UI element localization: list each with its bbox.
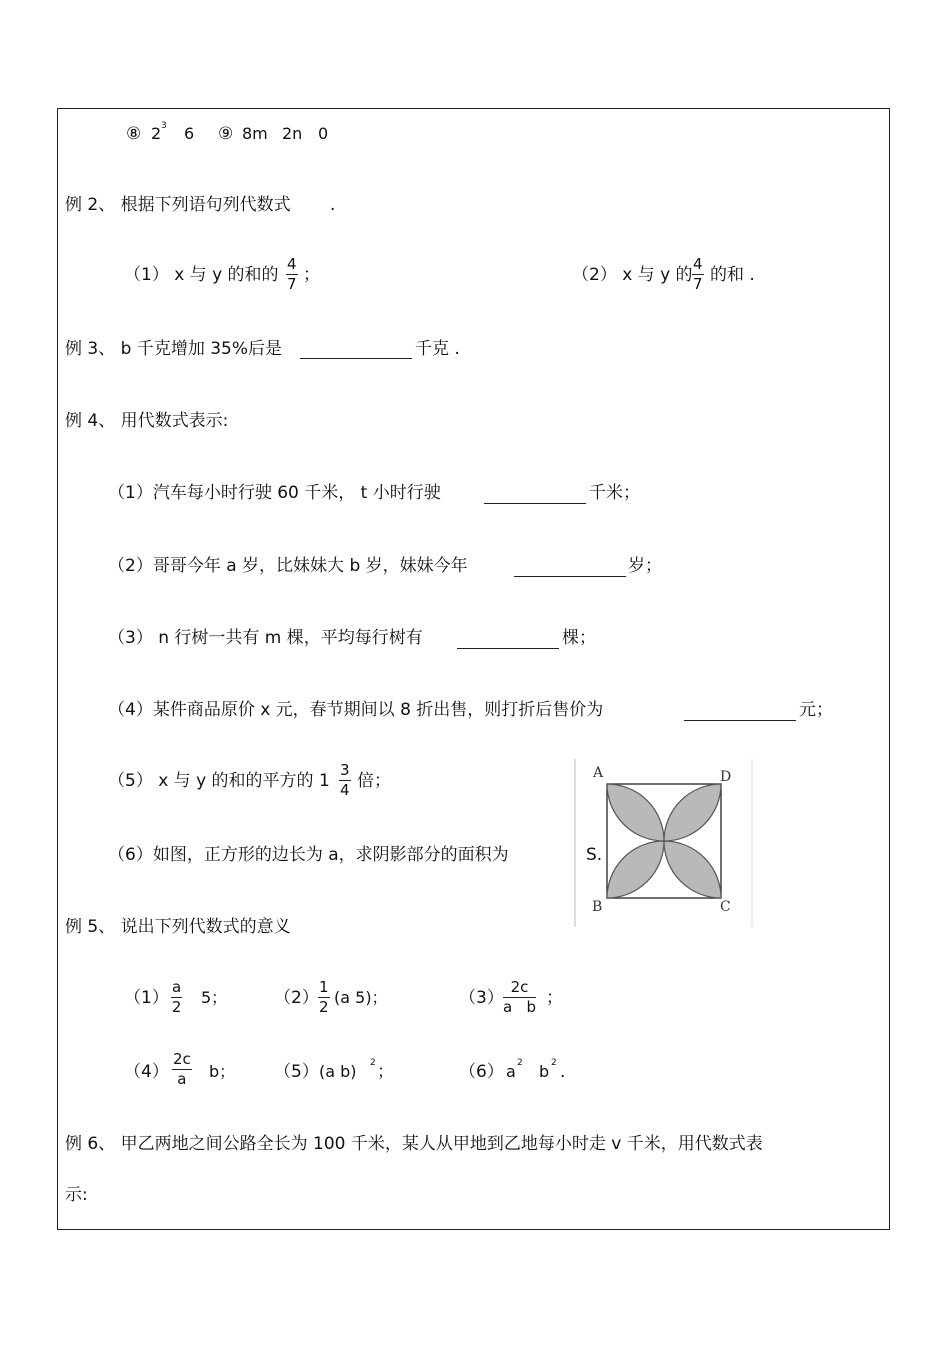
ex3-blank (300, 358, 412, 359)
ex6-line1: 例 6、 甲乙两地之间公路全长为 100 千米，某人从甲地到乙地每小时走 v 千米，用代数式表 (65, 1134, 763, 1154)
ex4-q4-text: （4）某件商品原价 x 元，春节期间以 8 折出售，则打折后售价为 (108, 700, 604, 720)
ex5-i3-rest: ； (546, 988, 563, 1008)
ex5-i2-fraction (318, 978, 330, 1017)
ex5-i2-label: （2） (274, 988, 319, 1008)
ex4-q3-text: （3） n 行树一共有 m 棵，平均每行树有 (108, 628, 423, 648)
ex5-i5-exponent: 2 (370, 1058, 376, 1068)
ex5-i2-numerator: 1 (319, 978, 329, 996)
ex4-q6-answer: S. (586, 845, 603, 865)
ex5-i4-rest: b； (209, 1062, 236, 1081)
ex4-q1-text: （1）汽车每小时行驶 60 千米， t 小时行驶 (108, 483, 441, 503)
ex4-q6-text: （6）如图，正方形的边长为 a，求阴影部分的面积为 (108, 845, 509, 865)
ex5-i3-label: （3） (459, 988, 504, 1008)
circled-9: ⑨ (218, 124, 234, 144)
expr-8-exponent: 3 (161, 121, 167, 131)
ex3-text: 例 3、 b 千克增加 35%后是 (65, 339, 283, 359)
ex2-q2-denominator: 7 (693, 275, 703, 293)
ex4-q5-denominator: 4 (340, 781, 350, 799)
ex5-i6-term-b: b (539, 1062, 550, 1081)
ex2-q2-end: 的和 . (710, 265, 755, 285)
ex5-i1-rest: 5； (201, 988, 228, 1007)
expr-9-term3: 0 (318, 124, 329, 143)
square-petal-figure (574, 759, 754, 927)
ex5-i1-denominator: 2 (171, 998, 182, 1016)
ex3-unit: 千克 . (415, 339, 460, 359)
ex5-i6-term-a: a (506, 1062, 516, 1081)
ex4-q5-text: （5） x 与 y 的和的平方的 1 (108, 771, 330, 791)
ex5-i4-denominator: a (177, 1070, 187, 1088)
ex2-q2-numerator: 4 (693, 255, 703, 273)
ex2-q1-numerator: 4 (287, 255, 297, 273)
vertex-label-a: A (593, 765, 604, 781)
ex4-q5-fraction (339, 761, 351, 800)
ex4-q2-text: （2）哥哥今年 a 岁，比妹妹大 b 岁，妹妹今年 (108, 556, 468, 576)
ex5-i6-b-exponent: 2 (551, 1058, 557, 1068)
ex2-title-dot: . (330, 195, 336, 215)
ex4-q3-blank (457, 648, 559, 649)
vertex-label-b: B (592, 899, 603, 915)
ex4-q5-unit: 倍； (357, 771, 391, 791)
ex4-q3-unit: 棵； (562, 628, 596, 648)
ex5-i6-label: （6） (459, 1062, 504, 1082)
petal-bottom-right (664, 841, 721, 898)
ex5-i6-end: . (560, 1062, 566, 1082)
ex4-q2-blank (514, 576, 626, 577)
ex5-i2-denominator: 2 (319, 998, 329, 1016)
ex2-q2-text: （2） x 与 y 的 (572, 265, 693, 285)
ex5-i2-rest: (a 5)； (334, 988, 388, 1007)
ex5-i4-label: （4） (124, 1062, 169, 1082)
ex5-i1-label: （1） (124, 988, 169, 1008)
circled-8: ⑧ (126, 124, 142, 144)
ex2-q1-denominator: 7 (287, 275, 297, 293)
petal-top-right (664, 784, 721, 841)
ex5-i6-a-exponent: 2 (517, 1058, 523, 1068)
ex5-i1-numerator: a (172, 978, 182, 996)
ex4-q4-blank (684, 720, 796, 721)
expr-8-term: 6 (184, 124, 195, 143)
ex2-q1-end: ； (303, 265, 320, 285)
ex5-i3-denominator: a b (503, 998, 537, 1016)
ex4-q2-unit: 岁； (628, 556, 662, 576)
ex5-i1-fraction (171, 978, 182, 1017)
vertex-label-c: C (720, 899, 731, 915)
ex2-q1-text: （1） x 与 y 的和的 (124, 265, 279, 285)
ex2-q2-fraction (692, 255, 704, 294)
ex5-i3-numerator: 2c (510, 978, 529, 996)
petal-top-left (607, 784, 664, 841)
ex4-q5-numerator: 3 (340, 761, 350, 779)
ex5-i4-numerator: 2c (173, 1050, 191, 1068)
ex5-i3-fraction (503, 978, 536, 1017)
ex2-q1-fraction (286, 255, 298, 294)
ex4-title: 例 4、 用代数式表示: (65, 411, 229, 431)
expr-9-term1: 8m (242, 124, 268, 143)
expr-9-term2: 2n (282, 124, 303, 143)
ex4-q4-unit: 元； (799, 700, 833, 720)
ex5-i4-fraction (172, 1050, 192, 1089)
petal-bottom-left (607, 841, 664, 898)
expr-8-base: 2 (151, 124, 162, 143)
ex5-i5-base: (a b) (319, 1062, 357, 1081)
ex5-i5-label: （5） (274, 1062, 319, 1082)
ex4-q1-blank (484, 503, 586, 504)
ex6-line2: 示: (65, 1185, 88, 1205)
ex5-i5-rest: ； (377, 1062, 394, 1082)
ex4-q1-unit: 千米； (589, 483, 640, 503)
vertex-label-d: D (720, 769, 732, 785)
ex5-title: 例 5、 说出下列代数式的意义 (65, 917, 291, 937)
ex2-title: 例 2、 根据下列语句列代数式 (65, 195, 291, 215)
